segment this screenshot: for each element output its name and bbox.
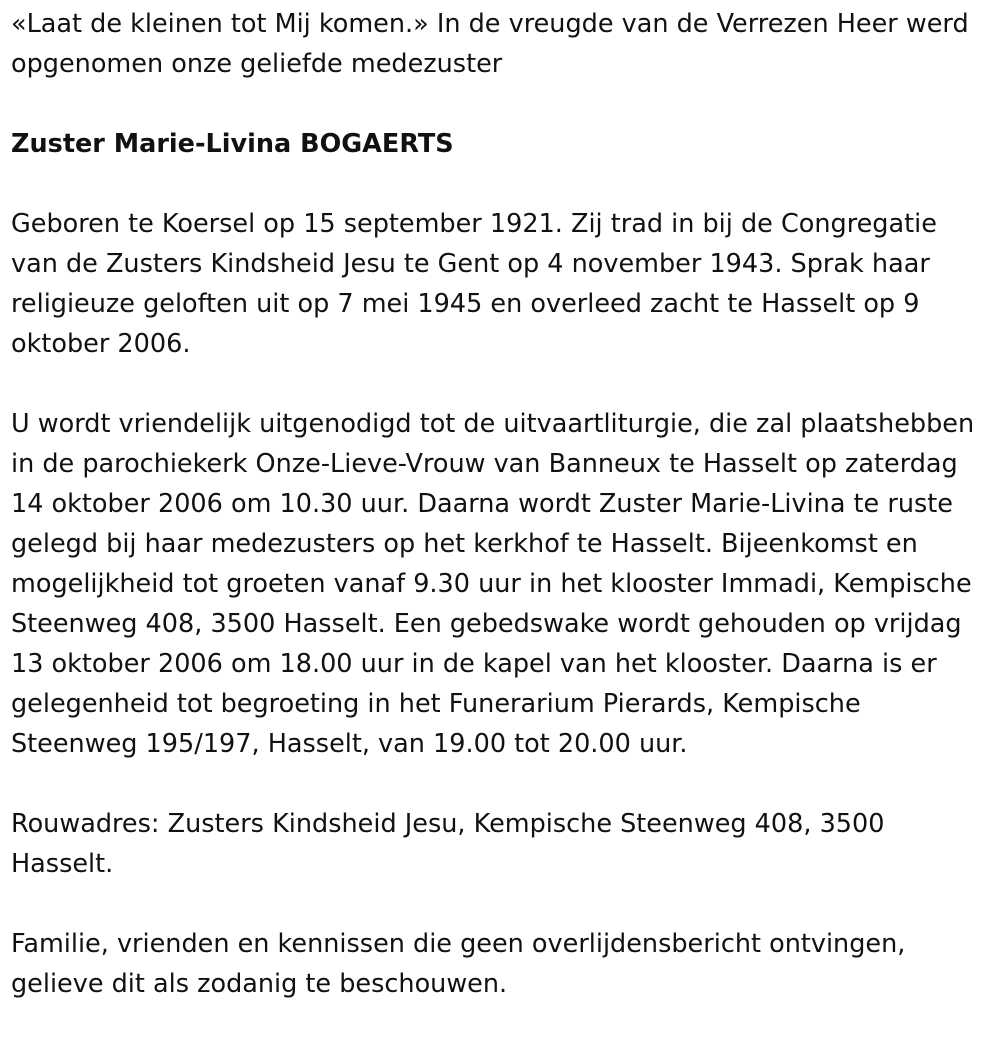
mourning-address-paragraph: Rouwadres: Zusters Kindsheid Jesu, Kempische Steenweg 408, 3500 Hasselt. xyxy=(11,809,885,879)
biography-paragraph: Geboren te Koersel op 15 september 1921. Zij trad in bij de Congregatie van de Zusters Kindsheid Jesu te Gent op 4 november 1943. Sprak haar religieuze geloften uit op 7 mei 1945 en overleed zacht te Hasselt op 9 oktober 2006. xyxy=(11,209,937,359)
funeral-details-paragraph: U wordt vriendelijk uitgenodigd tot de uitvaartliturgie, die zal plaatshebben in de parochiekerk Onze-Lieve-Vrouw van Banneux te Hasselt op zaterdag 14 oktober 2006 om 10.30 uur. Daarna wordt Zuster Marie-Livina te ruste gelegd bij haar medezusters op het kerkhof te Hasselt. Bijeenkomst en mogelijkheid tot groeten vanaf 9.30 uur in het klooster Immadi, Kempische Steenweg 408, 3500 Hasselt. Een gebedswake wordt gehouden op vrijdag 13 oktober 2006 om 18.00 uur in de kapel van het klooster. Daarna is er gelegenheid tot begroeting in het Funerarium Pierards, Kempische Steenweg 195/197, Hasselt, van 19.00 tot 20.00 uur. xyxy=(11,409,975,759)
intro-paragraph: «Laat de kleinen tot Mij komen.» In de vreugde van de Verrezen Heer werd opgenomen onze geliefde medezuster xyxy=(11,9,969,79)
obituary-notice xyxy=(11,4,991,1004)
deceased-name: Zuster Marie-Livina BOGAERTS xyxy=(11,129,454,159)
closing-paragraph: Familie, vrienden en kennissen die geen overlijdensbericht ontvingen, gelieve dit als zodanig te beschouwen. xyxy=(11,929,906,999)
